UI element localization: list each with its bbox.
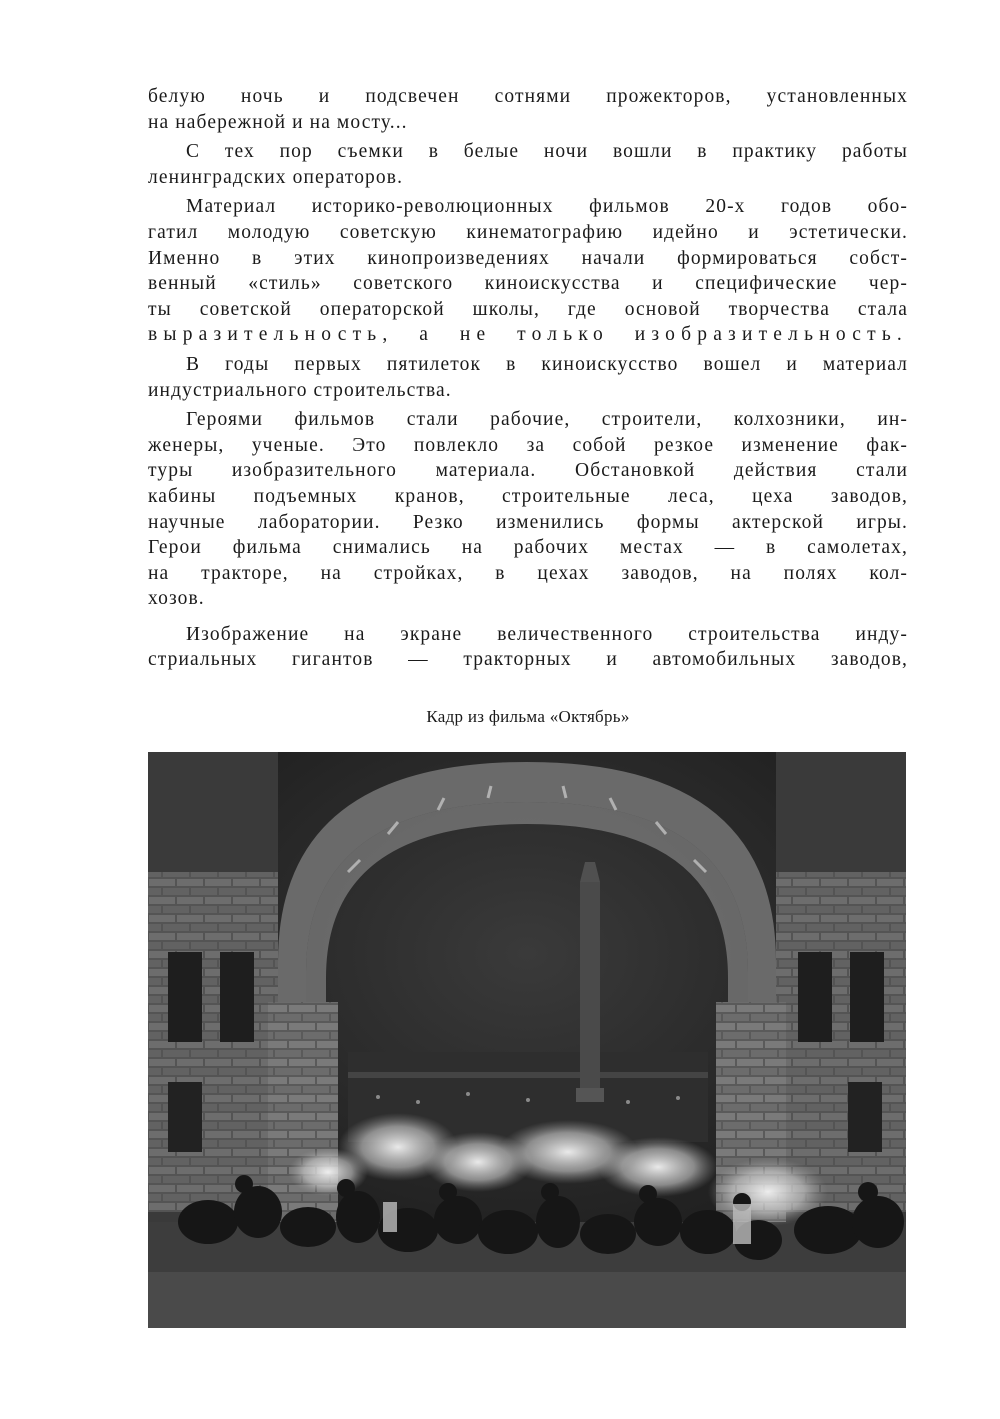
text-line: В годы первых пятилеток в киноискусство вошел и материал <box>186 353 908 375</box>
paragraph-2 <box>148 139 908 190</box>
text-line: хозов. <box>148 588 205 610</box>
text-line: ты советской операторской школы, где основой творчества стала <box>148 298 908 320</box>
text-line: на набережной и на мосту... <box>148 111 408 133</box>
text-line: кабины подъемных кранов, строительные леса, цеха заводов, <box>148 485 908 507</box>
paragraph-5 <box>148 407 908 612</box>
film-still-illustration <box>148 752 906 1328</box>
text-line: стриальных гигантов — тракторных и автомобильных заводов, <box>148 649 908 671</box>
text-line: на тракторе, на стройках, в цехах заводов, на полях кол- <box>148 562 908 584</box>
text-line: выразительность, а не только изобразительность. <box>148 324 908 346</box>
text-line: ленинградских операторов. <box>148 166 404 188</box>
text-line: Изображение на экране величественного строительства инду- <box>186 623 908 645</box>
text-line: гатил молодую советскую кинематографию идейно и эстетически. <box>148 221 908 243</box>
paragraph-1 <box>148 84 908 135</box>
figure-caption: Кадр из фильма «Октябрь» <box>426 707 630 726</box>
text-line: туры изобразительного материала. Обстановкой действия стали <box>148 460 908 482</box>
text-line: С тех пор съемки в белые ночи вошли в практику работы <box>186 141 908 163</box>
text-line: Материал историко-революционных фильмов 20-х годов обо- <box>186 196 908 218</box>
paragraph-3 <box>148 194 908 348</box>
paragraph-4 <box>148 352 908 403</box>
text-line: женеры, ученые. Это повлекло за собой резкое изменение фак- <box>148 434 908 456</box>
text-line: Героями фильмов стали рабочие, строители, колхозники, ин- <box>186 409 908 431</box>
text-line: научные лаборатории. Резко изменились формы актерской игры. <box>148 511 908 533</box>
text-line: Именно в этих кинопроизведениях начали формироваться собст- <box>148 247 908 269</box>
body-text <box>148 84 908 677</box>
paragraph-6 <box>148 622 908 673</box>
text-line: Герои фильма снимались на рабочих местах — в самолетах, <box>148 537 908 559</box>
text-line: индустриального строительства. <box>148 379 452 401</box>
film-still-photo <box>148 752 906 1328</box>
text-line: белую ночь и подсвечен сотнями прожекторов, установленных <box>148 86 908 107</box>
text-line: венный «стиль» советского киноискусства и специфические чер- <box>148 273 908 295</box>
